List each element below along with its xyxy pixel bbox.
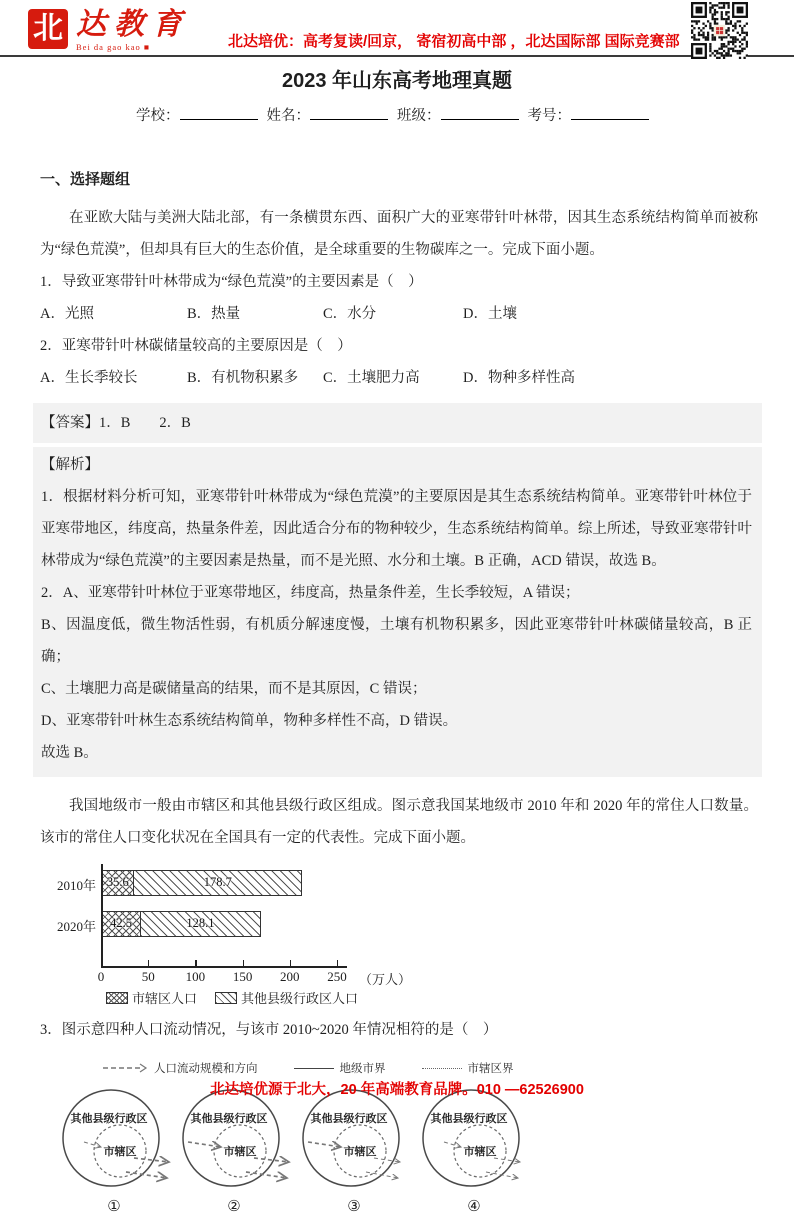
field-class-label: 班级： — [397, 108, 441, 124]
x-axis-tick — [290, 960, 291, 966]
dashed-arrow-icon — [102, 1063, 148, 1073]
x-axis-tick-label: 150 — [232, 969, 253, 984]
footer-slogan: 北达培优源于北大，20 年高端教育品牌。010 —62526900 — [210, 1082, 584, 1098]
analysis-paragraph: 1．根据材料分析可知，亚寒带针叶林带成为“绿色荒漠”的主要原因是其生态系统结构简单。亚寒带针叶林位于亚寒带地区，纬度高，热量条件差，因此适合分布的物种较少，生态系统结构简单。综上所述，导致亚寒带针叶林带成为“绿色荒漠”的主要因素是热量，而不是光照、水分和土壤。B 正确，ACD 错误，故选 B。 — [41, 489, 752, 569]
question-2-stem: 2．亚寒带针叶林碳储量较高的主要原因是（ ） — [40, 338, 352, 354]
page-title: 2023 年山东高考地理真题 — [281, 70, 513, 92]
analysis-paragraph: B、因温度低，微生物活性弱，有机质分解速度慢，土壤有机物积累多，因此亚寒带针叶林碳储量较高，B 正确； — [41, 617, 752, 665]
diagram-number: ① — [107, 1199, 121, 1215]
q2-option-d[interactable]: D．物种多样性高 — [463, 370, 575, 386]
y-axis — [101, 864, 103, 967]
bar-segment — [101, 870, 135, 896]
diagram-number: ④ — [467, 1199, 481, 1215]
inflow-arrow — [188, 1142, 221, 1147]
bar-segment — [101, 911, 141, 937]
header — [0, 0, 794, 57]
passage-2: 我国地级市一般由市辖区和其他县级行政区组成。图示意我国某地级市 2010 年和 2020 年的常住人口数量。该市的常住人口变化状况在全国具有一定的代表性。完成下面小题。 — [40, 798, 758, 846]
bar-value-label: 128.1 — [186, 916, 215, 931]
outflow-arrow — [254, 1158, 289, 1162]
q1-option-c[interactable]: C．水分 — [323, 306, 377, 322]
inflow-arrow — [444, 1142, 461, 1147]
question-1-options — [40, 298, 758, 330]
brand-text: 达教育 — [76, 8, 190, 41]
bar-category-label: 2020年 — [56, 919, 96, 934]
qr-code-icon — [691, 2, 748, 59]
analysis-paragraph: 故选 B。 — [41, 745, 98, 761]
legend-district-boundary: 市辖区界 — [422, 1060, 514, 1076]
field-name-label: 姓名： — [266, 108, 310, 124]
q1-option-d[interactable]: D．土壤 — [463, 306, 517, 322]
question-3-stem: 3．图示意四种人口流动情况，与该市 2010~2020 年情况相符的是（ ） — [40, 1022, 498, 1038]
city-boundary-circle — [303, 1090, 399, 1186]
diagram-number: ③ — [347, 1199, 361, 1215]
dotted-line-icon — [422, 1068, 462, 1069]
passage-1: 在亚欧大陆与美洲大陆北部，有一条横贯东西、面积广大的亚寒带针叶林带，因其生态系统结构简单而被称为“绿色荒漠”，但却具有巨大的生态价值，是全球重要的生物碳库之一。完成下面小题。 — [40, 210, 758, 258]
analysis-block — [33, 447, 762, 777]
city-boundary-circle — [183, 1090, 279, 1186]
field-class-line[interactable] — [441, 105, 519, 120]
legend-flow: 人口流动规模和方向 — [102, 1060, 258, 1076]
bar-category-label: 2010年 — [56, 878, 96, 893]
outflow-arrow — [134, 1158, 169, 1162]
x-axis-tick — [337, 960, 338, 966]
bar-row — [101, 911, 261, 937]
field-school-line[interactable] — [180, 105, 258, 120]
bar-value-label: 178.7 — [203, 875, 232, 890]
solid-line-icon — [294, 1068, 334, 1069]
chart-legend-item — [215, 988, 358, 1007]
field-examno-label: 考号： — [527, 108, 571, 124]
district-label: 市辖区 — [223, 1146, 257, 1158]
flow-diagram — [54, 1082, 174, 1216]
district-label: 市辖区 — [343, 1146, 377, 1158]
analysis-paragraph: 2．A、亚寒带针叶林位于亚寒带地区，纬度高，热量条件差，生长季较短，A 错误； — [41, 585, 580, 601]
diagram-number: ② — [227, 1199, 241, 1215]
q2-option-c[interactable]: C．土壤肥力高 — [323, 370, 420, 386]
field-school-label: 学校： — [136, 108, 180, 124]
x-axis-tick — [243, 960, 244, 966]
inflow-arrow — [308, 1142, 341, 1147]
outflow-arrow — [126, 1172, 167, 1178]
x-axis-tick-label: 200 — [280, 969, 300, 984]
x-axis-unit: （万人） — [359, 972, 412, 987]
figure-legend — [102, 1060, 758, 1076]
city-boundary-circle — [423, 1090, 519, 1186]
x-axis-tick — [195, 960, 196, 966]
brand-subtext: Bei da gao kao ■ — [76, 42, 151, 52]
x-axis-tick-label: 0 — [97, 969, 105, 984]
district-label: 市辖区 — [103, 1146, 137, 1158]
bar-value-label: 35.6 — [106, 875, 129, 890]
analysis-paragraph: C、土壤肥力高是碳储量高的结果，而不是其原因，C 错误； — [41, 681, 427, 697]
bar-row — [101, 870, 302, 896]
flow-diagram — [294, 1082, 414, 1216]
chart-legend-label: 市辖区人口 — [132, 991, 198, 1006]
outer-region-label: 其他县级行政区 — [190, 1113, 268, 1125]
section-heading: 一、选择题组 — [40, 172, 131, 188]
answer-block: 【答案】1．B 2．B — [33, 403, 762, 443]
x-axis-tick — [148, 960, 149, 966]
bar-value-label: 42.5 — [110, 916, 132, 931]
analysis-paragraph: D、亚寒带针叶林生态系统结构简单，物种多样性不高，D 错误。 — [41, 713, 458, 729]
outflow-arrow — [246, 1172, 287, 1178]
outflow-arrow — [494, 1158, 520, 1162]
x-axis-tick — [101, 960, 102, 966]
outer-region-label: 其他县级行政区 — [430, 1113, 508, 1125]
city-boundary-circle — [63, 1090, 159, 1186]
bar-segment — [133, 870, 302, 896]
q2-option-a[interactable]: A．生长季较长 — [40, 370, 138, 386]
population-bar-chart — [44, 864, 484, 1010]
main-content — [40, 168, 758, 1216]
header-slogan: 北达培优：高考复读/回京， 寄宿初高中部 ，北达国际部 国际竞赛部 — [228, 33, 680, 50]
x-axis-tick-label: 250 — [327, 969, 347, 984]
outer-region-label: 其他县级行政区 — [70, 1113, 148, 1125]
x-axis — [101, 966, 347, 968]
field-name-line[interactable] — [310, 105, 388, 120]
legend-city-boundary: 地级市界 — [294, 1060, 386, 1076]
district-label: 市辖区 — [463, 1146, 497, 1158]
seal-icon: 北 — [28, 9, 68, 49]
question-1-stem: 1．导致亚寒带针叶林带成为“绿色荒漠”的主要因素是（ ） — [40, 274, 423, 290]
brand-logo — [28, 9, 190, 52]
flow-diagram — [174, 1082, 294, 1216]
question-2-options — [40, 362, 758, 394]
q1-option-a[interactable]: A．光照 — [40, 306, 94, 322]
chart-legend — [106, 988, 358, 1007]
q1-option-b[interactable]: B．热量 — [187, 306, 241, 322]
outer-region-label: 其他县级行政区 — [310, 1113, 388, 1125]
analysis-label: 【解析】 — [41, 457, 99, 473]
x-axis-tick-label: 100 — [185, 969, 206, 984]
chart-legend-label: 其他县级行政区人口 — [241, 991, 359, 1006]
inflow-arrow — [84, 1142, 101, 1147]
q2-option-b[interactable]: B．有机物积累多 — [187, 370, 299, 386]
bar-segment — [140, 911, 261, 937]
crosshatch-swatch-icon — [106, 992, 128, 1004]
flow-diagram — [414, 1082, 534, 1216]
flow-diagrams — [54, 1082, 758, 1216]
field-examno-line[interactable] — [571, 105, 649, 120]
outflow-arrow — [374, 1158, 400, 1162]
x-axis-tick-label: 50 — [141, 969, 155, 984]
diagonal-swatch-icon — [215, 992, 237, 1004]
student-fields — [0, 104, 794, 125]
chart-legend-item — [106, 988, 197, 1007]
